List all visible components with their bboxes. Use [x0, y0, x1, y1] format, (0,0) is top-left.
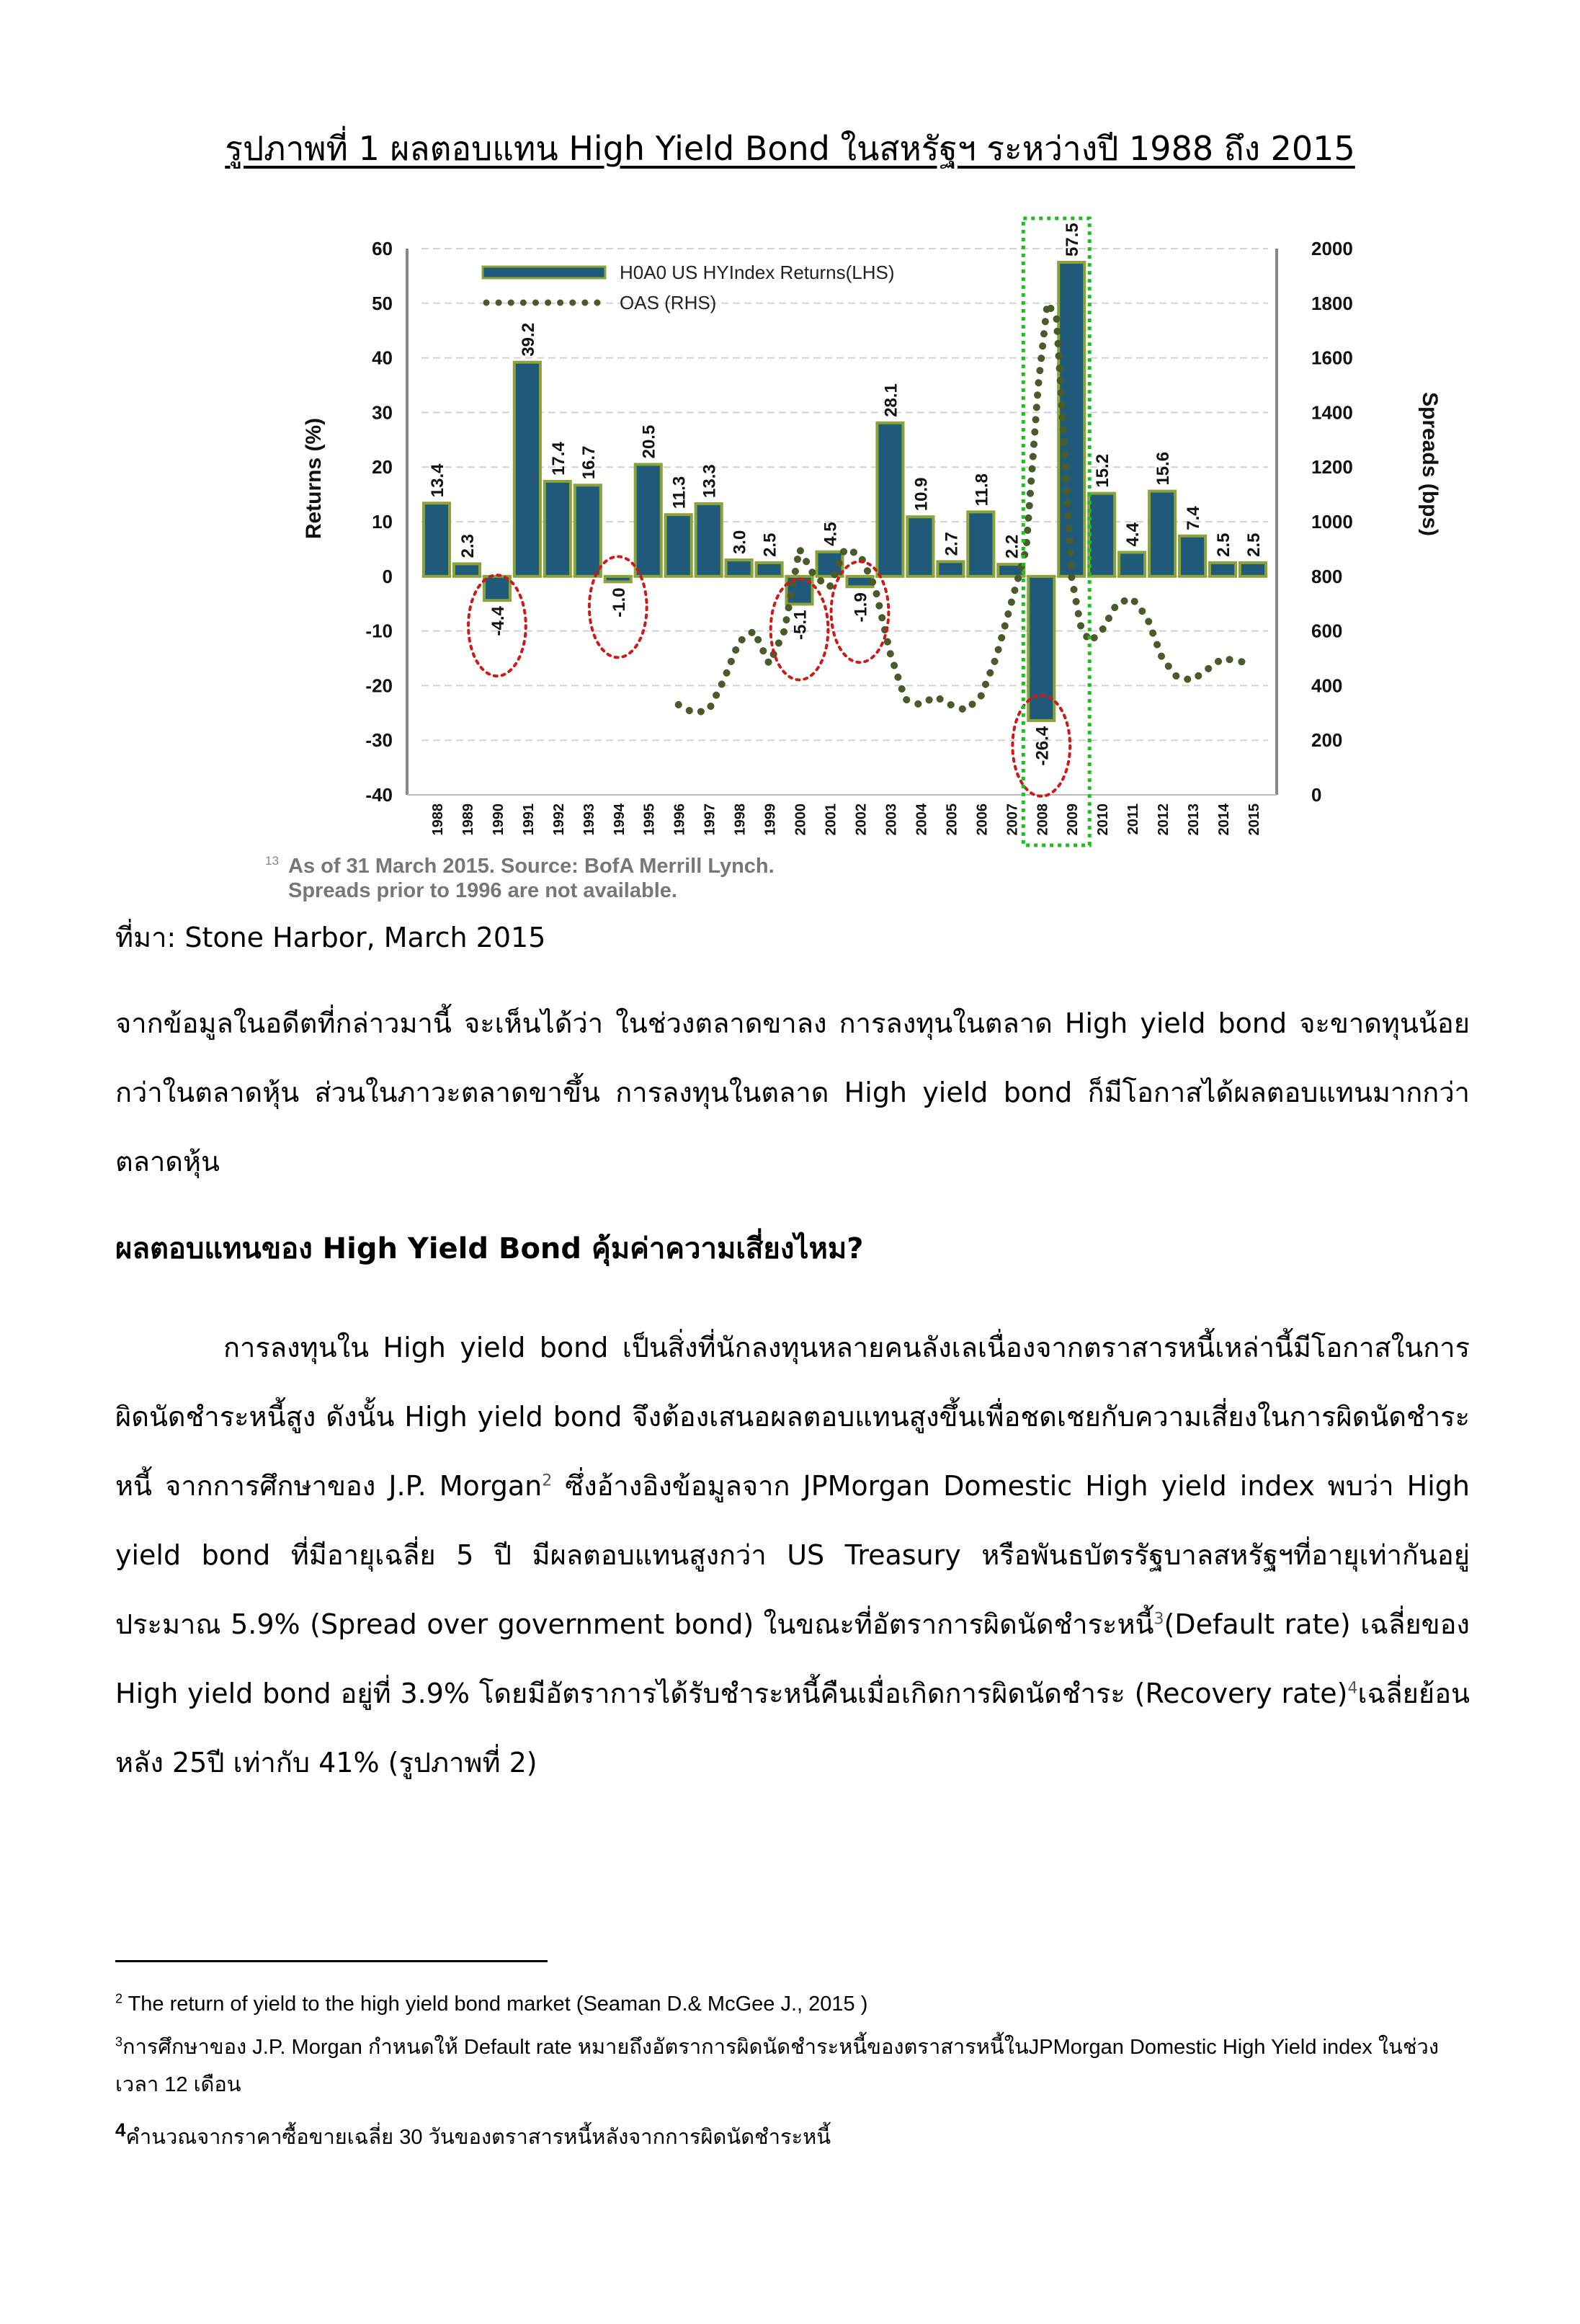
x-tick-label: 2001	[823, 803, 839, 836]
x-tick-label: 2007	[1004, 803, 1021, 836]
bar-value-label: 15.2	[1093, 453, 1113, 488]
y-right-tick-label: 2000	[1311, 238, 1353, 259]
paragraph-2-part4: เฉลี่ยย้อนหลัง 25ปี เท่ากับ 41% (รูปภาพที่ 2)	[115, 1678, 1470, 1778]
bar-value-label: 3.0	[730, 530, 750, 555]
bar-2006	[968, 512, 994, 576]
bar-1991	[514, 362, 540, 576]
bar-1994	[605, 576, 631, 582]
bar-value-label: 4.4	[1123, 522, 1143, 547]
x-tick-label: 2003	[883, 803, 900, 836]
x-tick-label: 1989	[460, 803, 476, 836]
footnote-4-text: คำนวณจากราคาซื้อขายเฉลี่ย 30 วันของตราสารหนี้หลังจากการผิดนัดชำระหนี้	[125, 2126, 831, 2149]
footnote-3-text: การศึกษาของ J.P. Morgan กำหนดให้ Default rate หมายถึงอัตราการผิดนัดชำระหนี้ของตราสารหนี้ในJPMorgan Domestic High Yield index ในช่วงเวลา 12 เดือน	[115, 2036, 1440, 2096]
footnote-4	[115, 2119, 1470, 2156]
bar-value-label: 2.5	[760, 533, 780, 557]
x-tick-label: 1997	[702, 803, 718, 836]
x-tick-label: 2012	[1156, 803, 1172, 836]
x-tick-label: 2011	[1125, 803, 1142, 835]
paragraph-2-part2: ซึ่งอ้างอิงข้อมูลจาก JPMorgan Domestic High yield index พบว่า High yield bond ที่มีอายุเฉลี่ย 5 ปี มีผลตอบแทนสูงกว่า US Treasury หรือพันธบัตรรัฐบาลสหรัฐฯที่อายุเท่ากันอยู่ประมาณ 5.9% (Spread over government bond) ในขณะที่อัตราการผิดนัดชำระหนี้	[115, 1470, 1470, 1640]
x-tick-label: 2015	[1246, 803, 1263, 836]
footnote-ref-4: 4	[1347, 1679, 1358, 1698]
bar-1992	[545, 481, 571, 576]
bar-value-label: -26.4	[1032, 726, 1053, 766]
legend-bar-swatch	[483, 267, 605, 278]
x-tick-label: 1998	[732, 803, 749, 836]
x-tick-label: 2002	[853, 803, 870, 836]
bar-2003	[877, 423, 903, 576]
bar-value-label: 15.6	[1153, 451, 1174, 486]
y-right-tick-label: 1800	[1311, 292, 1353, 314]
source-line: ที่มา: Stone Harbor, March 2015	[115, 922, 546, 953]
bar-value-label: 2.7	[942, 531, 962, 556]
x-tick-label: 2004	[914, 803, 930, 836]
note-line-2: Spreads prior to 1996 are not available.	[288, 879, 677, 902]
y-right-tick-label: 600	[1311, 620, 1343, 642]
paragraph-2-part1: การลงทุนใน High yield bond เป็นสิ่งที่นักลงทุนหลายคนลังเลเนื่องจากตราสารหนี้เหล่านี้มีโอกาสในการผิดนัดชำระหนี้สูง ดังนั้น High yield bond จึงต้องเสนอผลตอบแทนสูงขึ้นเพื่อชดเชยกับความเสี่ยงในการผิดนัดชำระหนี้ จากการศึกษาของ J.P. Morgan	[115, 1332, 1470, 1502]
bar-value-label: -4.4	[488, 606, 508, 636]
bar-value-label: 11.8	[972, 473, 992, 507]
y-left-tick-label: -40	[365, 784, 393, 806]
y-right-tick-label: 1000	[1311, 511, 1353, 533]
legend-oas-label: OAS (RHS)	[620, 292, 717, 313]
y-left-tick-label: 0	[382, 565, 393, 587]
x-tick-label: 2013	[1186, 803, 1202, 836]
chart-bars	[424, 262, 1266, 721]
y-right-tick-label: 1200	[1311, 456, 1353, 478]
y-right-tick-label: 0	[1311, 784, 1322, 806]
bar-value-label: 4.5	[821, 522, 841, 546]
footnote-3-number: 3	[115, 2034, 123, 2049]
x-tick-label: 2006	[974, 803, 991, 836]
chart-legend	[483, 262, 894, 313]
y-left-tick-label: 60	[372, 238, 393, 259]
bar-2010	[1089, 494, 1115, 576]
bar-value-label: 39.2	[518, 322, 538, 357]
y-left-tick-label: 50	[372, 292, 393, 314]
x-tick-label: 2005	[944, 803, 960, 836]
bar-1995	[635, 464, 661, 576]
x-tick-label: 2014	[1216, 803, 1233, 836]
bar-value-label: 2.2	[1002, 534, 1022, 559]
bar-1989	[454, 564, 480, 576]
x-tick-label: 1990	[490, 803, 506, 836]
bar-value-label: 2.5	[1244, 533, 1264, 557]
y-left-tick-label: -30	[365, 729, 393, 752]
bar-1996	[666, 515, 692, 576]
x-tick-label: 2009	[1065, 803, 1081, 836]
x-tick-label: 1993	[581, 803, 597, 836]
bar-2014	[1210, 563, 1236, 576]
bar-2015	[1240, 563, 1266, 576]
x-tick-label: 2010	[1095, 803, 1112, 836]
bar-1988	[424, 503, 450, 576]
y-left-tick-label: -20	[365, 675, 393, 697]
bar-2013	[1179, 536, 1205, 576]
bar-value-label: 7.4	[1184, 506, 1204, 530]
paragraph-2-part3: (Default rate) เฉลี่ยของ High yield bond อยู่ที่ 3.9% โดยมีอัตราการได้รับชำระหนี้คืนเมื่อเกิดการผิดนัดชำระ (Recovery rate)	[115, 1608, 1470, 1709]
y-right-tick-label: 400	[1311, 675, 1343, 697]
x-tick-label: 1994	[611, 803, 628, 836]
y-right-axis-title: Spreads (bps)	[1418, 391, 1442, 537]
y-left-tick-label: 30	[372, 401, 393, 424]
bar-2004	[907, 517, 933, 576]
footnote-divider	[115, 1960, 548, 1962]
bar-value-label: 28.1	[881, 383, 901, 417]
bar-2005	[937, 561, 963, 576]
bar-value-label: 13.4	[427, 463, 447, 498]
footnote-2-text: The return of yield to the high yield bond market (Seaman D.& McGee J., 2015 )	[128, 1993, 868, 2016]
y-left-tick-label: -10	[365, 620, 393, 642]
bar-1993	[575, 485, 601, 576]
x-tick-label: 2008	[1035, 803, 1051, 836]
y-left-tick-label: 20	[372, 456, 393, 478]
bar-1990	[484, 576, 510, 600]
y-right-tick-label: 200	[1311, 729, 1343, 752]
x-tick-label: 1999	[762, 803, 779, 836]
footnote-2	[115, 1985, 1470, 2023]
x-tick-label: 1991	[520, 803, 537, 836]
bar-value-label: 2.3	[458, 533, 478, 558]
section-heading: ผลตอบแทนของ High Yield Bond คุ้มค่าความเสี่ยงไหม?	[115, 1232, 864, 1265]
bar-2012	[1149, 491, 1175, 576]
y-left-axis-title: Returns (%)	[302, 417, 326, 540]
footnote-2-number: 2	[115, 1991, 123, 2006]
x-tick-label: 1996	[671, 803, 688, 836]
bar-value-label: -1.0	[609, 587, 629, 618]
bar-2002	[847, 576, 872, 587]
y-right-tick-label: 1600	[1311, 347, 1353, 369]
bar-1998	[726, 560, 752, 576]
footnote-ref-2: 2	[542, 1472, 553, 1490]
bar-value-label: 2.5	[1214, 533, 1234, 557]
paragraph-1: จากข้อมูลในอดีตที่กล่าวมานี้ จะเห็นได้ว่า ในช่วงตลาดขาลง การลงทุนในตลาด High yield bond จะขาดทุนน้อยกว่าในตลาดหุ้น ส่วนในภาวะตลาดขาขึ้น การลงทุนในตลาด High yield bond ก็มีโอกาสได้ผลตอบแทนมากกว่าตลาดหุ้น	[115, 1007, 1470, 1177]
legend-bar-label: H0A0 US HYIndex Returns(LHS)	[620, 262, 895, 283]
y-right-tick-label: 1400	[1311, 401, 1353, 424]
bar-value-label: 16.7	[579, 445, 599, 480]
returns-spread-chart	[259, 213, 1442, 904]
x-tick-label: 1992	[550, 803, 567, 836]
y-left-tick-label: 40	[372, 347, 393, 369]
bar-value-label: -1.9	[851, 592, 871, 623]
paragraph-2	[115, 1313, 1470, 1797]
bar-value-label: 17.4	[548, 442, 568, 476]
footnote-4-number: 4	[115, 2119, 126, 2141]
bar-value-label: 10.9	[911, 477, 932, 512]
footnote-ref-3: 3	[1153, 1610, 1164, 1629]
bar-1997	[696, 504, 722, 576]
x-tick-label: 2000	[793, 803, 809, 836]
x-tick-label: 1988	[429, 803, 446, 836]
y-right-tick-label: 800	[1311, 565, 1343, 587]
footnote-3	[115, 2029, 1470, 2103]
note-marker: 13	[265, 854, 279, 868]
bar-value-label: 13.3	[700, 464, 720, 498]
bar-value-label: 11.3	[669, 476, 689, 509]
bar-value-label: 57.5	[1063, 223, 1083, 257]
bar-2011	[1119, 552, 1145, 576]
figure-title: รูปภาพที่ 1 ผลตอบแทน High Yield Bond ในสหรัฐฯ ระหว่างปี 1988 ถึง 2015	[225, 129, 1355, 168]
x-tick-label: 1995	[641, 803, 658, 836]
note-line-1: As of 31 March 2015. Source: BofA Merrill Lynch.	[288, 855, 775, 878]
bar-value-label: -5.1	[790, 610, 811, 640]
y-left-tick-label: 10	[372, 511, 393, 533]
bar-value-label: 20.5	[639, 424, 659, 459]
bar-1999	[756, 563, 782, 576]
